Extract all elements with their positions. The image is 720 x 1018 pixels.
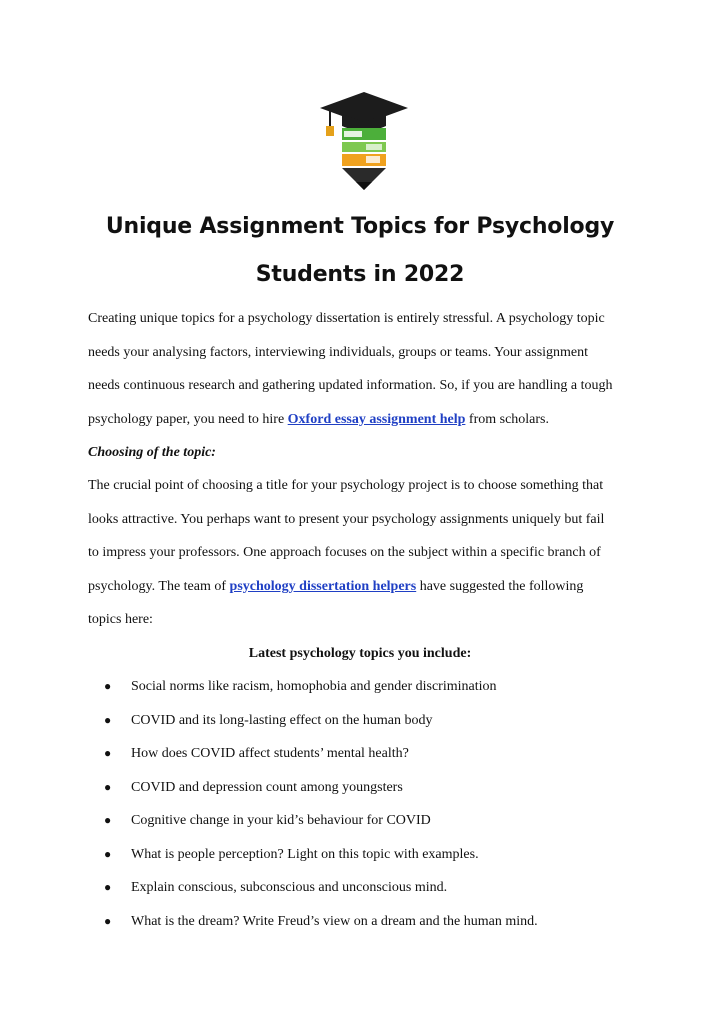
intro-text: from scholars. (468, 411, 549, 427)
intro-line (88, 403, 648, 437)
choosing-text: psychology. The team of (88, 578, 227, 594)
choosing-paragraph (88, 469, 648, 637)
choosing-line: looks attractive. You perhaps want to present your psychology assignments uniquely but fail (88, 511, 605, 527)
list-heading: Latest psychology topics you include: (248, 646, 472, 661)
topic-text: Social norms like racism, homophobia and gender discrimination (131, 679, 497, 694)
topic-text: COVID and its long-lasting effect on the human body (131, 712, 433, 728)
choosing-line: to impress your professors. One approach focuses on the subject within a specific branch of (88, 545, 601, 560)
intro-line: needs your analysing factors, interviewing individuals, groups or teams. Your assignment (88, 344, 589, 360)
topic-text: COVID and depression count among youngsters (131, 779, 403, 795)
bullet-icon: ● (104, 679, 112, 693)
list-item (104, 771, 538, 805)
bullet-icon: ● (104, 779, 112, 794)
intro-line: needs continuous research and gathering updated information. So, if you are handling a tough (88, 378, 613, 393)
bullet-icon: ● (104, 746, 112, 760)
intro-paragraph (88, 302, 648, 436)
list-item (104, 704, 538, 738)
list-item (104, 905, 538, 939)
topic-text: Cognitive change in your kid’s behaviour for COVID (131, 813, 431, 828)
bullet-icon: ● (104, 712, 112, 727)
choosing-line: The crucial point of choosing a title for your psychology project is to choose something that (88, 478, 604, 493)
intro-line: Creating unique topics for a psychology dissertation is entirely stressful. A psychology topic (88, 311, 605, 326)
topic-text: Explain conscious, subconscious and unconscious mind. (131, 880, 448, 895)
topic-text: What is people perception? Light on this topic with examples. (131, 846, 479, 862)
page-title-line-2: Students in 2022 (255, 262, 465, 287)
psychology-dissertation-helpers-link[interactable]: psychology dissertation helpers (229, 578, 417, 594)
list-item (104, 737, 538, 771)
list-item (104, 838, 538, 872)
bullet-icon: ● (104, 913, 112, 928)
section-heading: Choosing of the topic: (88, 445, 216, 460)
topics-list (104, 670, 538, 938)
graduation-cap-pencil-logo-icon (316, 88, 412, 192)
choosing-line (88, 570, 648, 604)
page-title-line-1: Unique Assignment Topics for Psychology (105, 214, 615, 239)
bullet-icon: ● (104, 813, 112, 827)
oxford-essay-help-link[interactable]: Oxford essay assignment help (287, 411, 466, 427)
intro-text: psychology paper, you need to hire (88, 411, 285, 427)
topic-text: How does COVID affect students’ mental health? (131, 746, 409, 761)
list-item (104, 670, 538, 704)
choosing-text: have suggested the following (419, 578, 584, 594)
list-item (104, 804, 538, 838)
topic-text: What is the dream? Write Freud’s view on a dream and the human mind. (131, 913, 538, 929)
choosing-line: topics here: (88, 612, 153, 627)
bullet-icon: ● (104, 846, 112, 861)
list-item (104, 871, 538, 905)
bullet-icon: ● (104, 880, 112, 894)
